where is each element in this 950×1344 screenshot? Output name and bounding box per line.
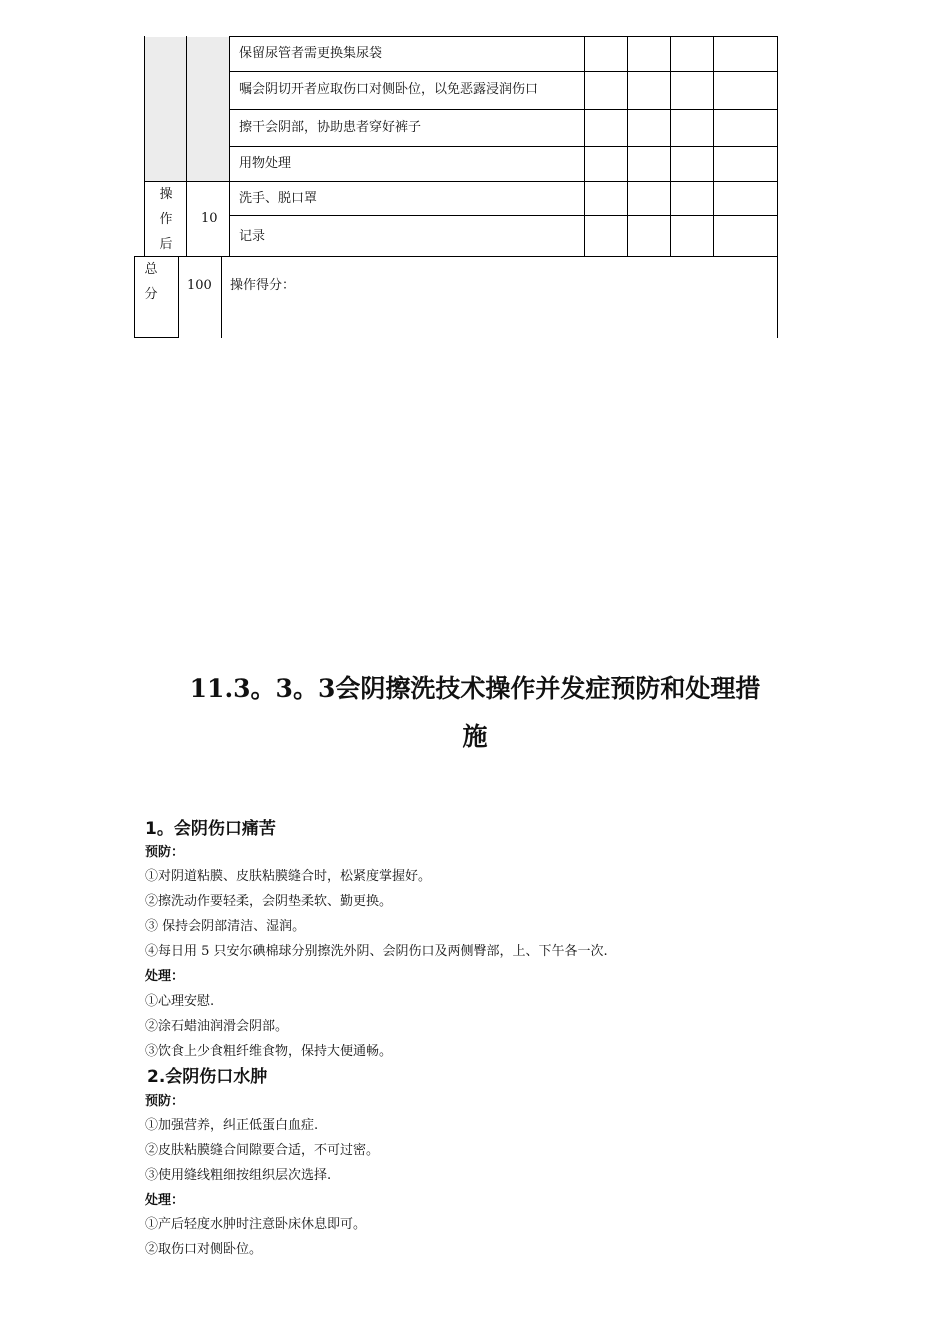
table-cell-step: 洗手、脱口罩 xyxy=(239,191,318,206)
table-border xyxy=(229,215,778,216)
table-cell-step: 嘱会阴切开者应取伤口对侧卧位，以免恶露浸润伤口 xyxy=(239,82,539,97)
category-char: 作 xyxy=(159,212,173,227)
shaded-category-cell xyxy=(145,37,186,181)
prevent-label: 预防： xyxy=(145,1094,185,1109)
page-title-line2: 施 xyxy=(462,722,488,751)
total-char: 分 xyxy=(144,287,158,302)
list-item: ③使用缝线粗细按组织层次选择. xyxy=(145,1168,332,1183)
table-cell-step: 记录 xyxy=(239,229,266,244)
table-cell-category-after xyxy=(156,182,176,257)
table-border xyxy=(229,71,778,72)
list-item: ②涂石蜡油润滑会阴部。 xyxy=(145,1019,289,1034)
list-item: ③ 保持会阴部清洁、湿润。 xyxy=(145,919,306,934)
table-border xyxy=(134,256,135,338)
table-cell-score: 10 xyxy=(201,211,218,226)
table-border xyxy=(134,337,179,338)
list-item: ①对阴道粘膜、皮肤粘膜缝合时，松紧度掌握好。 xyxy=(145,869,432,884)
table-border xyxy=(229,36,778,37)
table-border xyxy=(134,256,778,257)
table-cell-total-label xyxy=(141,257,161,307)
section-heading: 2.会阴伤口水肿 xyxy=(147,1067,268,1087)
list-item: ③饮食上少食粗纤维食物，保持大便通畅。 xyxy=(145,1044,393,1059)
total-char: 总 xyxy=(144,262,158,277)
list-item: ②皮肤粘膜缝合间隙要合适，不可过密。 xyxy=(145,1143,380,1158)
prevent-label: 预防： xyxy=(145,845,185,860)
category-char: 后 xyxy=(159,237,173,252)
list-item: ②取伤口对侧卧位。 xyxy=(145,1242,263,1257)
list-item: ①加强营养，纠正低蛋白血症. xyxy=(145,1118,319,1133)
table-cell-operation-score: 操作得分： xyxy=(230,278,296,293)
list-item: ①心理安慰. xyxy=(145,994,215,1009)
section-heading: 1。会阴伤口痛苦 xyxy=(145,819,276,839)
table-cell-total-score: 100 xyxy=(187,278,212,293)
shaded-score-cell xyxy=(187,37,229,181)
table-border xyxy=(777,36,778,338)
treat-label: 处理： xyxy=(145,1193,185,1208)
table-border xyxy=(229,109,778,110)
table-cell-step: 擦干会阴部，协助患者穿好裤子 xyxy=(239,120,422,135)
table-border xyxy=(144,36,145,257)
page-title-line1: 11.3。3。3会阴擦洗技术操作并发症预防和处理措 xyxy=(189,674,761,703)
table-border xyxy=(144,181,778,182)
table-border xyxy=(221,256,222,338)
category-char: 操 xyxy=(159,187,173,202)
list-item: ②擦洗动作要轻柔，会阴垫柔软、勤更换。 xyxy=(145,894,393,909)
table-cell-step: 保留尿管者需更换集尿袋 xyxy=(239,46,383,61)
treat-label: 处理： xyxy=(145,969,185,984)
list-item: ①产后轻度水肿时注意卧床休息即可。 xyxy=(145,1217,367,1232)
table-border xyxy=(186,36,187,257)
table-cell-step: 用物处理 xyxy=(239,156,292,171)
list-item: ④每日用 5 只安尔碘棉球分别擦洗外阴、会阴伤口及两侧臀部，上、下午各一次. xyxy=(145,944,608,959)
table-border xyxy=(229,146,778,147)
table-border xyxy=(178,256,179,338)
